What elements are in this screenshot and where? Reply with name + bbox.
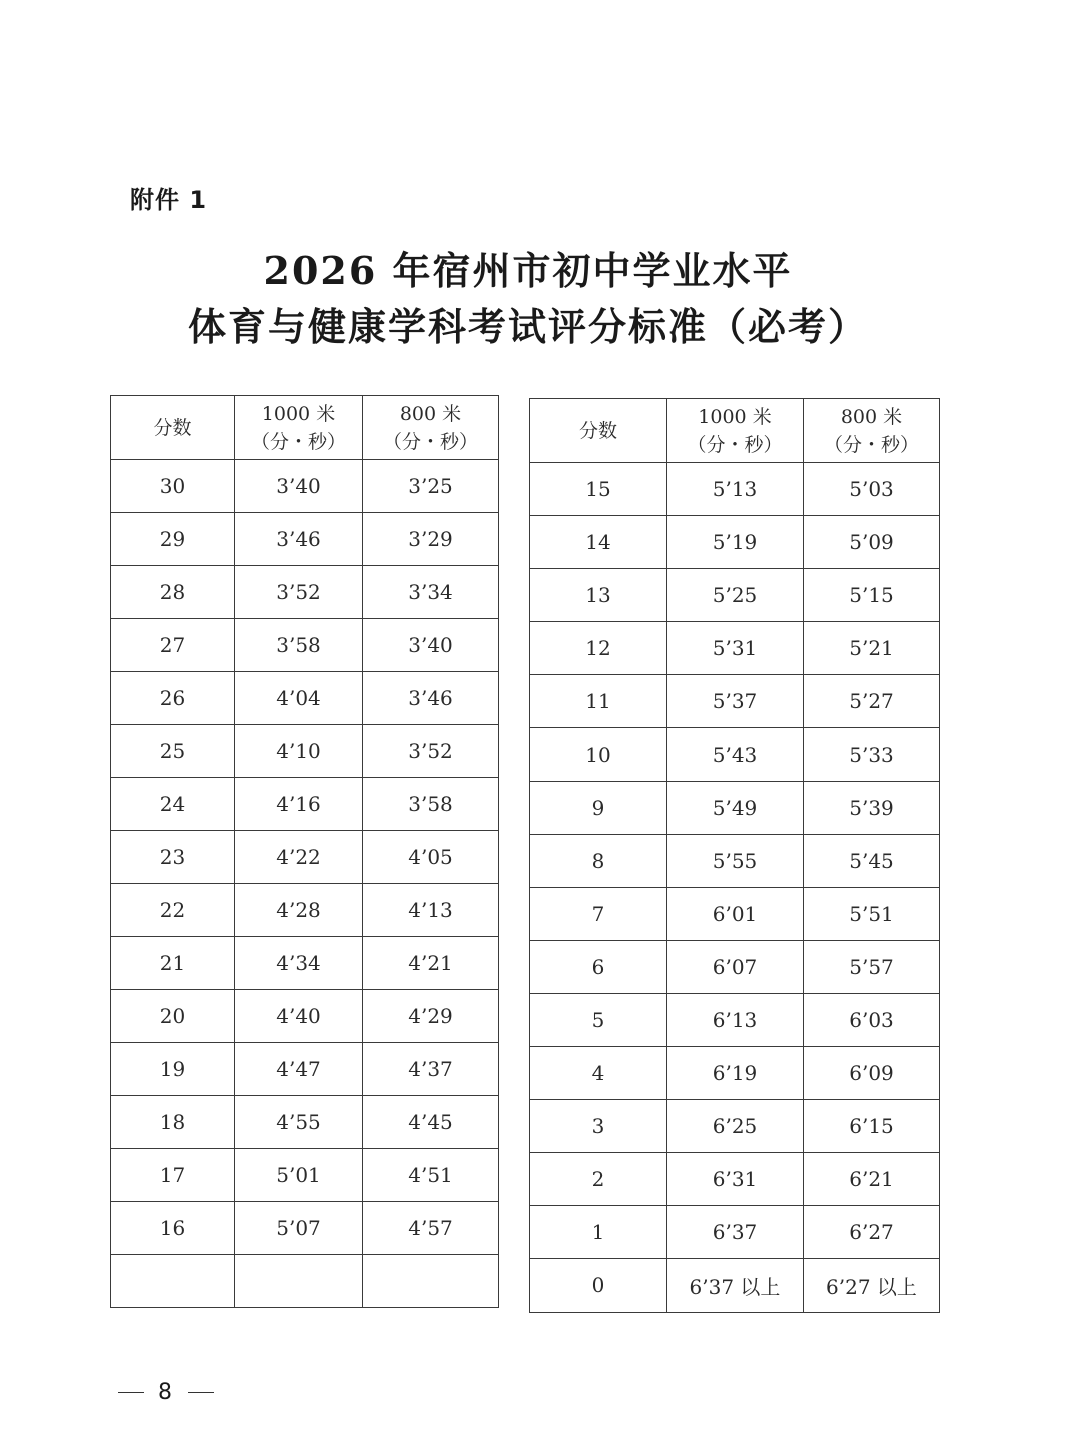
score-cell: 27 xyxy=(111,619,235,672)
time-800m-cell: 6’27 xyxy=(804,1206,940,1259)
table-row xyxy=(530,569,940,622)
time-800m-cell: 5’33 xyxy=(804,728,940,781)
time-1000m-cell: 3’58 xyxy=(235,619,363,672)
time-1000m-cell: 5’19 xyxy=(667,516,804,569)
table-row xyxy=(530,675,940,728)
time-800m-cell: 6’27 以上 xyxy=(804,1259,940,1312)
time-800m-cell: 6’03 xyxy=(804,993,940,1046)
time-800m-cell: 6’15 xyxy=(804,1100,940,1153)
time-1000m-cell: 5’31 xyxy=(667,622,804,675)
table-row xyxy=(530,1259,940,1312)
time-800m-cell: 4’57 xyxy=(363,1202,499,1255)
attachment-label: 附件 1 xyxy=(130,186,208,214)
table-row xyxy=(111,937,499,990)
table-row xyxy=(111,884,499,937)
header-1000m: 1000 米 （分・秒） xyxy=(235,396,363,460)
time-1000m-cell: 6’25 xyxy=(667,1100,804,1153)
header-score: 分数 xyxy=(530,399,667,463)
table-row xyxy=(111,1096,499,1149)
time-800m-cell: 5’15 xyxy=(804,569,940,622)
time-1000m-cell: 4’55 xyxy=(235,1096,363,1149)
time-800m-cell: 6’21 xyxy=(804,1153,940,1206)
score-cell: 8 xyxy=(530,834,667,887)
table-row xyxy=(111,566,499,619)
score-cell: 22 xyxy=(111,884,235,937)
score-cell xyxy=(111,1255,235,1308)
document-title-line-2: 体育与健康学科考试评分标准（必考） xyxy=(187,304,868,349)
time-1000m-cell: 6’37 以上 xyxy=(667,1259,804,1312)
time-1000m-cell: 4’10 xyxy=(235,725,363,778)
score-cell: 15 xyxy=(530,463,667,516)
score-cell: 9 xyxy=(530,781,667,834)
time-1000m-cell: 4’34 xyxy=(235,937,363,990)
score-cell: 25 xyxy=(111,725,235,778)
score-cell: 26 xyxy=(111,672,235,725)
header-1000m: 1000 米 （分・秒） xyxy=(667,399,804,463)
time-1000m-cell: 5’43 xyxy=(667,728,804,781)
table-row xyxy=(111,1043,499,1096)
time-1000m-cell: 4’04 xyxy=(235,672,363,725)
time-1000m-cell: 6’37 xyxy=(667,1206,804,1259)
time-1000m-cell: 4’22 xyxy=(235,831,363,884)
time-1000m-cell: 5’49 xyxy=(667,781,804,834)
time-800m-cell: 3’52 xyxy=(363,725,499,778)
table-row xyxy=(111,778,499,831)
score-cell: 0 xyxy=(530,1259,667,1312)
score-cell: 10 xyxy=(530,728,667,781)
score-cell: 30 xyxy=(111,460,235,513)
time-800m-cell xyxy=(363,1255,499,1308)
score-cell: 13 xyxy=(530,569,667,622)
table-row xyxy=(530,1206,940,1259)
score-cell: 11 xyxy=(530,675,667,728)
table-row xyxy=(111,725,499,778)
time-800m-cell: 3’58 xyxy=(363,778,499,831)
score-cell: 29 xyxy=(111,513,235,566)
table-row xyxy=(530,516,940,569)
time-1000m-cell: 6’13 xyxy=(667,993,804,1046)
table-row xyxy=(111,990,499,1043)
score-cell: 2 xyxy=(530,1153,667,1206)
header-800m: 800 米 （分・秒） xyxy=(804,399,940,463)
score-cell: 21 xyxy=(111,937,235,990)
table-row xyxy=(111,831,499,884)
score-cell: 17 xyxy=(111,1149,235,1202)
dash-left xyxy=(118,1392,144,1393)
time-800m-cell: 5’51 xyxy=(804,887,940,940)
time-1000m-cell: 6’01 xyxy=(667,887,804,940)
time-800m-cell: 4’29 xyxy=(363,990,499,1043)
header-score: 分数 xyxy=(111,396,235,460)
score-cell: 7 xyxy=(530,887,667,940)
document-title-line-1: 2026 年宿州市初中学业水平 xyxy=(263,248,793,293)
time-800m-cell: 4’37 xyxy=(363,1043,499,1096)
time-1000m-cell: 4’40 xyxy=(235,990,363,1043)
table-row xyxy=(530,1100,940,1153)
page-number: 8 xyxy=(158,1380,174,1405)
time-800m-cell: 5’57 xyxy=(804,940,940,993)
time-1000m-cell: 6’07 xyxy=(667,940,804,993)
table-row xyxy=(530,781,940,834)
score-cell: 28 xyxy=(111,566,235,619)
table-row xyxy=(111,672,499,725)
time-800m-cell: 4’51 xyxy=(363,1149,499,1202)
time-1000m-cell: 5’07 xyxy=(235,1202,363,1255)
score-cell: 16 xyxy=(111,1202,235,1255)
score-cell: 24 xyxy=(111,778,235,831)
score-cell: 12 xyxy=(530,622,667,675)
score-cell: 5 xyxy=(530,993,667,1046)
time-800m-cell: 5’45 xyxy=(804,834,940,887)
time-800m-cell: 4’21 xyxy=(363,937,499,990)
table-row xyxy=(111,1149,499,1202)
score-cell: 6 xyxy=(530,940,667,993)
dash-right xyxy=(188,1392,214,1393)
table-header-row xyxy=(111,396,499,460)
time-800m-cell: 6’09 xyxy=(804,1047,940,1100)
score-cell: 14 xyxy=(530,516,667,569)
time-800m-cell: 5’21 xyxy=(804,622,940,675)
score-cell: 19 xyxy=(111,1043,235,1096)
scoring-table-left xyxy=(110,395,499,1308)
table-row xyxy=(111,1255,499,1308)
score-cell: 4 xyxy=(530,1047,667,1100)
time-800m-cell: 4’05 xyxy=(363,831,499,884)
table-header-row xyxy=(530,399,940,463)
time-800m-cell: 3’34 xyxy=(363,566,499,619)
time-1000m-cell: 5’25 xyxy=(667,569,804,622)
score-cell: 20 xyxy=(111,990,235,1043)
table-row xyxy=(530,1153,940,1206)
score-cell: 23 xyxy=(111,831,235,884)
time-1000m-cell: 4’28 xyxy=(235,884,363,937)
time-800m-cell: 3’46 xyxy=(363,672,499,725)
time-1000m-cell: 6’19 xyxy=(667,1047,804,1100)
score-cell: 1 xyxy=(530,1206,667,1259)
time-800m-cell: 4’13 xyxy=(363,884,499,937)
time-1000m-cell: 3’40 xyxy=(235,460,363,513)
table-row xyxy=(111,513,499,566)
scoring-table-right xyxy=(529,398,940,1313)
score-cell: 3 xyxy=(530,1100,667,1153)
time-1000m-cell xyxy=(235,1255,363,1308)
time-1000m-cell: 3’46 xyxy=(235,513,363,566)
table-row xyxy=(111,1202,499,1255)
time-1000m-cell: 3’52 xyxy=(235,566,363,619)
table-row xyxy=(530,887,940,940)
time-1000m-cell: 5’37 xyxy=(667,675,804,728)
time-800m-cell: 3’29 xyxy=(363,513,499,566)
time-1000m-cell: 4’16 xyxy=(235,778,363,831)
time-1000m-cell: 5’13 xyxy=(667,463,804,516)
time-800m-cell: 5’03 xyxy=(804,463,940,516)
time-800m-cell: 3’25 xyxy=(363,460,499,513)
table-row xyxy=(530,940,940,993)
table-row xyxy=(530,622,940,675)
time-800m-cell: 5’09 xyxy=(804,516,940,569)
header-800m: 800 米 （分・秒） xyxy=(363,396,499,460)
time-1000m-cell: 5’01 xyxy=(235,1149,363,1202)
time-800m-cell: 5’27 xyxy=(804,675,940,728)
page-number-footer xyxy=(118,1380,214,1405)
table-row xyxy=(530,463,940,516)
time-800m-cell: 4’45 xyxy=(363,1096,499,1149)
table-row xyxy=(530,728,940,781)
time-1000m-cell: 6’31 xyxy=(667,1153,804,1206)
table-row xyxy=(111,619,499,672)
time-800m-cell: 5’39 xyxy=(804,781,940,834)
score-cell: 18 xyxy=(111,1096,235,1149)
time-800m-cell: 3’40 xyxy=(363,619,499,672)
table-row xyxy=(530,834,940,887)
time-1000m-cell: 5’55 xyxy=(667,834,804,887)
table-row xyxy=(530,1047,940,1100)
table-row xyxy=(111,460,499,513)
time-1000m-cell: 4’47 xyxy=(235,1043,363,1096)
table-row xyxy=(530,993,940,1046)
